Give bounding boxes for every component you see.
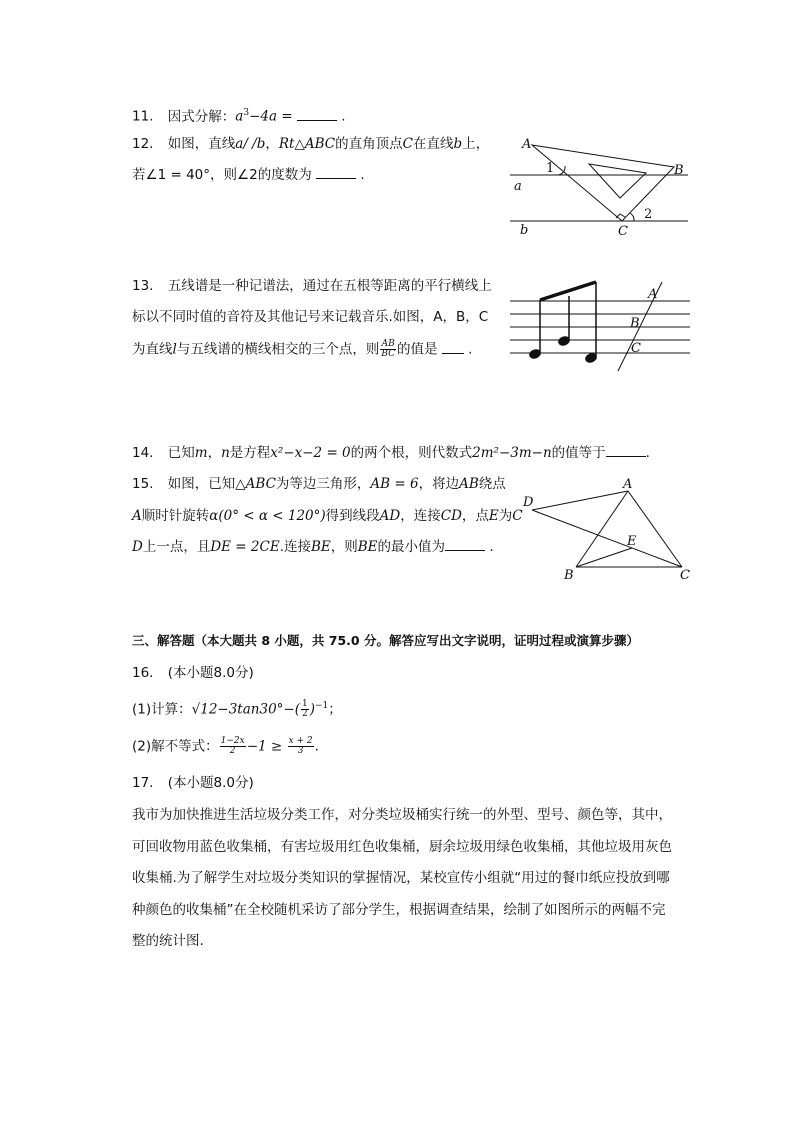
question-15-line1: [132, 475, 506, 493]
q15-be: BE: [357, 539, 378, 555]
q16-frac2-den: 3: [297, 746, 304, 756]
q15-ad: AD: [379, 508, 401, 524]
label-A: A: [623, 477, 633, 492]
question-13-line2: [132, 308, 488, 326]
question-11: [132, 104, 346, 126]
segment-cd: [532, 510, 682, 567]
figure-12: [510, 130, 700, 240]
q14-text: 是方程: [229, 445, 271, 461]
q15-de: DE = 2CE: [210, 539, 280, 555]
q17-paragraph-line: 种颜色的收集桶”在全校随机采访了部分学生，根据调查结果，绘制了如图所示的两幅不完: [132, 902, 666, 918]
q14-end: .: [645, 445, 650, 461]
q16-part2-label: (2)解不等式：: [132, 738, 219, 755]
edge-ac: [628, 491, 682, 567]
q16-part1-fraction: [301, 700, 309, 719]
q14-text: 的值等于: [551, 445, 606, 461]
figure-15: [520, 475, 700, 585]
q17-paragraph-line: 我市为加快推进生活垃圾分类工作，对分类垃圾桶实行统一的外型、型号、颜色等，其中，: [132, 807, 672, 823]
label-C: C: [618, 224, 628, 239]
question-14: [132, 444, 650, 462]
label-2: 2: [644, 207, 653, 222]
q11-answer-blank[interactable]: [297, 108, 337, 121]
q11-end: .: [341, 108, 346, 125]
q15-text: ，将边: [418, 476, 460, 492]
q15-ab: AB = 6: [370, 476, 419, 492]
q16-part2-end: .: [314, 738, 319, 755]
q16-frac-num: 1: [301, 699, 308, 709]
q13-frac-den: BC: [381, 349, 395, 359]
label-b: b: [520, 223, 529, 238]
question-12-line1: [132, 135, 489, 153]
q11-expr-rest: −4a =: [249, 108, 293, 125]
q15-text: 上一点，且: [142, 539, 211, 555]
label-A: A: [522, 137, 532, 152]
q17-paragraph-line: 收集桶.为了解学生对垃圾分类知识的掌握情况，某校宣传小组就“用过的餐巾纸应投放到哪: [132, 870, 670, 886]
q15-text: 得到线段: [325, 508, 380, 524]
figure-13: [510, 276, 695, 372]
q15-text: ，点: [461, 508, 489, 524]
q15-text: ，连接: [400, 508, 441, 524]
q12-lines: a/ /b: [235, 136, 266, 152]
q14-expression: 2m²−3m−n: [472, 445, 552, 461]
q15-triangle: △ABC: [235, 476, 276, 492]
q16-number: 16.: [132, 665, 154, 681]
question-16-header: [132, 664, 254, 682]
q13-text-2: 标以不同时值的音符及其他记号来记载音乐.如图，A，B，C: [132, 309, 489, 325]
label-C: C: [631, 341, 641, 356]
q14-m: m: [194, 445, 208, 461]
q15-answer-blank[interactable]: [445, 538, 485, 551]
q13-number: 13.: [132, 278, 154, 294]
section-3-title: 三、解答题（本大题共 8 小题，共 75.0 分。解答应写出文字说明，证明过程或演算步骤）: [132, 633, 639, 648]
q15-text: 的最小值为: [377, 539, 446, 555]
q15-point-a: A: [132, 508, 142, 524]
q17-number: 17.: [132, 775, 154, 791]
q12-triangle: Rt△ABC: [278, 136, 336, 152]
q13-text-3d: 的值是: [397, 341, 438, 358]
angle-2-arc: [630, 213, 634, 221]
q15-ab-edge: AB: [459, 476, 479, 492]
q14-text: 已知: [167, 445, 195, 461]
q13-text-3c: 与五线谱的横线相交的三个点，则: [176, 341, 380, 358]
q15-text: 如图，已知: [167, 476, 236, 492]
q17-score: (本小题8.0分): [167, 775, 254, 791]
q12-end: .: [360, 167, 365, 183]
q15-d: D: [132, 539, 143, 555]
q15-number: 15.: [132, 476, 154, 492]
q12-text: 的直角顶点: [335, 136, 403, 152]
question-13-line1: [132, 277, 492, 295]
q15-text: .连接: [279, 539, 311, 555]
segment-be: [576, 548, 632, 567]
label-B: B: [564, 568, 574, 583]
question-13-line3: [132, 340, 472, 359]
question-12-line2: [132, 166, 365, 184]
q15-e: E: [488, 508, 499, 524]
label-B: B: [630, 316, 640, 331]
q16-part1-expr: √12−3tan30°−(: [191, 701, 300, 718]
q13-text-1: 五线谱是一种记谱法，通过在五根等距离的平行横线上: [167, 278, 492, 294]
q12-condition: 若∠1 = 40°，则∠2的度数为: [132, 167, 312, 183]
q17-paragraph-line: 可回收物用蓝色收集桶，有害垃圾用红色收集桶，厨余垃圾用绿色收集桶，其他垃圾用灰色: [132, 839, 672, 855]
q12-line-b: b: [453, 136, 463, 152]
q12-text: 如图，直线: [167, 136, 236, 152]
q16-frac1-den: 2: [229, 746, 236, 756]
q16-part2-mid: −1 ≥: [246, 738, 283, 755]
label-D: D: [523, 495, 534, 510]
q14-answer-blank[interactable]: [606, 444, 646, 457]
q12-answer-blank[interactable]: [316, 166, 356, 179]
q16-frac-den: 2: [301, 709, 308, 719]
q14-text: 的两个根，则代数式: [350, 445, 473, 461]
q14-sep: ，: [207, 445, 222, 461]
q16-frac1-num: 1−2x: [220, 736, 245, 746]
q15-be: BE: [310, 539, 331, 555]
q16-part1-label: (1)计算：: [132, 701, 192, 718]
q15-text: 绕点: [478, 476, 506, 492]
q12-text: 在直线: [412, 136, 454, 152]
q15-text: ，则: [330, 539, 358, 555]
question-16-part1: [132, 697, 342, 719]
q14-n: n: [221, 445, 230, 461]
label-C: C: [680, 568, 690, 583]
q11-text: 因式分解：: [167, 108, 236, 125]
label-A: A: [648, 287, 658, 302]
q13-end: .: [468, 341, 473, 358]
q16-part1-exp: −1: [315, 701, 329, 711]
label-B: B: [674, 163, 684, 178]
question-15-line2: [132, 507, 523, 525]
label-E: E: [627, 534, 637, 549]
q13-line-l: l: [172, 341, 177, 358]
q12-point-c: C: [402, 136, 413, 152]
q11-expr-exp: 3: [243, 108, 250, 118]
q16-frac2-num: x + 2: [288, 736, 313, 746]
question-15-line3: [132, 538, 494, 556]
q15-c: C: [512, 508, 523, 524]
q12-comma: ，: [265, 136, 279, 152]
q16-part2-fraction-1: [220, 737, 246, 756]
note-beam: [540, 282, 596, 300]
question-17-header: [132, 774, 254, 792]
q14-number: 14.: [132, 445, 154, 461]
segment-ad: [532, 491, 628, 510]
label-1: 1: [546, 161, 555, 176]
q16-score: (本小题8.0分): [167, 665, 254, 681]
q15-text: 为等边三角形，: [275, 476, 371, 492]
label-a: a: [514, 179, 522, 194]
q15-alpha: α(0° < α < 120°): [209, 508, 326, 524]
q12-number: 12.: [132, 136, 154, 152]
q13-frac-num: AB: [381, 339, 395, 349]
question-16-part2: [132, 737, 319, 756]
q13-text-3a: 为直线: [132, 341, 173, 358]
q11-expr-a: a: [235, 108, 244, 125]
q15-text: 顺时针旋转: [141, 508, 210, 524]
edge-ab: [576, 491, 628, 567]
q16-part1-end: ；: [328, 701, 342, 718]
q11-number: 11.: [132, 108, 154, 125]
q17-paragraph-line: 整的统计图.: [132, 933, 204, 949]
q16-part1-paren: ): [309, 701, 315, 718]
q15-cd: CD: [440, 508, 462, 524]
q13-fraction: [380, 340, 396, 359]
q16-part2-fraction-2: [288, 737, 314, 756]
triangle-abc: [532, 145, 674, 221]
q15-text: 为: [498, 508, 513, 524]
q14-equation: x²−x−2 = 0: [270, 445, 351, 461]
q12-text: 上，: [462, 136, 490, 152]
q13-answer-blank[interactable]: [442, 341, 464, 354]
inner-triangle: [589, 164, 646, 198]
q15-end: .: [489, 539, 494, 555]
